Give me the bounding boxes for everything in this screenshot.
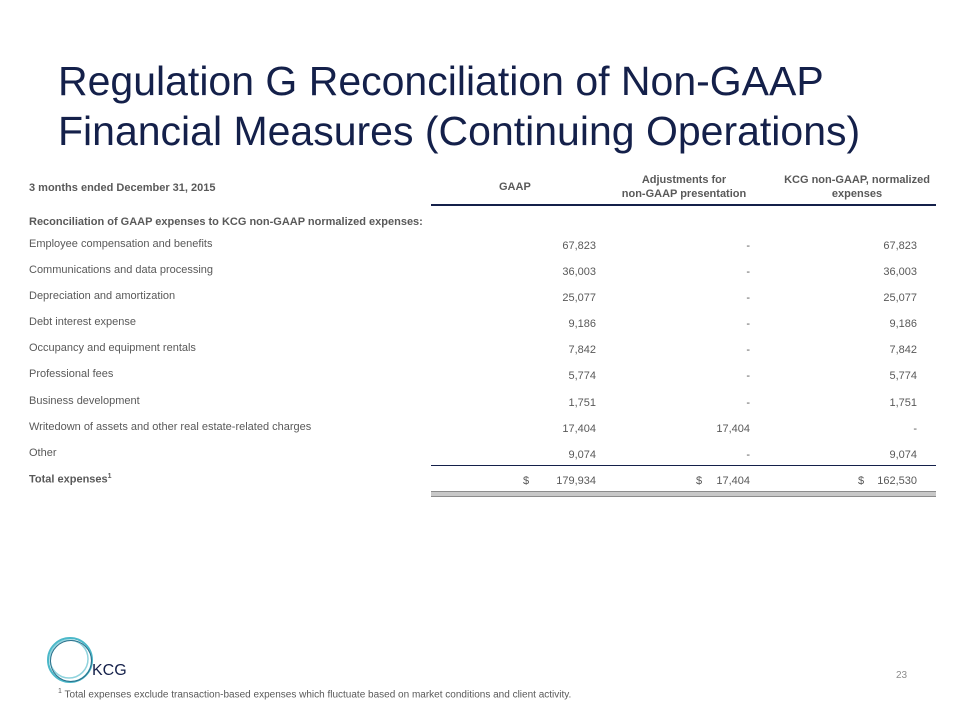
row-gaap-value: 36,003	[562, 266, 596, 279]
kcg-ring-logo-icon	[44, 634, 96, 686]
row-label: Writedown of assets and other real estate-related charges	[29, 420, 312, 433]
logo-text: KCG	[92, 662, 127, 679]
row-adj-value: -	[746, 240, 750, 252]
row-label: Business development	[29, 394, 140, 407]
row-label: Depreciation and amortization	[29, 290, 176, 303]
row-kcg-value: 9,186	[889, 318, 917, 331]
row-adj-value: -	[746, 370, 750, 383]
table-row	[29, 360, 936, 386]
row-label: Employee compensation and benefits	[29, 238, 213, 250]
row-kcg-value: 67,823	[883, 240, 917, 252]
table-row	[29, 282, 936, 308]
slide-title	[58, 56, 938, 156]
table-row	[29, 308, 936, 334]
row-kcg-value: 7,842	[889, 344, 917, 357]
row-kcg-value: 25,077	[883, 292, 917, 305]
row-adj-value: -	[746, 266, 750, 279]
total-gaap-value: 179,934	[556, 474, 596, 487]
row-adj-value: -	[746, 396, 750, 409]
col-header-adjustments	[614, 173, 754, 201]
col-header-adjustments-line2: non-GAAP presentation	[621, 188, 747, 200]
page-number: 23	[896, 670, 908, 681]
footnote-marker: 1	[58, 688, 62, 695]
row-kcg-value: 9,074	[889, 448, 917, 461]
row-gaap-value: 7,842	[568, 344, 596, 357]
total-adj-value: 17,404	[716, 474, 750, 487]
reconciliation-table	[29, 168, 936, 491]
table-row	[29, 387, 936, 413]
row-adj-value: -	[746, 318, 750, 331]
col-header-kcg	[777, 173, 937, 201]
total-kcg-value: 162,530	[877, 474, 917, 487]
row-gaap-value: 9,186	[568, 318, 596, 331]
total-label-footnote-marker: 1	[107, 472, 112, 480]
row-label: Occupancy and equipment rentals	[29, 342, 196, 355]
table-header-row	[29, 168, 936, 204]
row-kcg-value: -	[913, 422, 917, 435]
row-gaap-value: 67,823	[562, 240, 596, 252]
row-gaap-value: 17,404	[562, 422, 596, 435]
row-adj-value: -	[746, 448, 750, 461]
row-gaap-value: 25,077	[562, 292, 596, 305]
total-gaap-currency: $	[523, 474, 530, 487]
row-gaap-value: 1,751	[568, 396, 596, 409]
col-header-kcg-line2: expenses	[831, 188, 883, 200]
total-double-rule	[431, 491, 936, 497]
period-label: 3 months ended December 31, 2015	[29, 182, 216, 194]
row-label: Other	[29, 446, 57, 459]
row-label: Professional fees	[29, 368, 114, 381]
row-gaap-value: 5,774	[568, 370, 596, 383]
total-adj-currency: $	[696, 474, 703, 487]
table-row	[29, 334, 936, 360]
table-body	[29, 230, 936, 465]
title-line-1: Regulation G Reconciliation of Non-GAAP	[58, 58, 824, 104]
table-row	[29, 230, 936, 256]
col-header-gaap: GAAP	[499, 181, 531, 193]
col-header-kcg-line1: KCG non-GAAP, normalized	[784, 174, 930, 186]
row-adj-value: -	[746, 344, 750, 357]
total-kcg-currency: $	[858, 474, 865, 487]
table-row	[29, 439, 936, 465]
total-label	[29, 473, 112, 486]
footnote	[58, 688, 571, 700]
row-kcg-value: 36,003	[883, 266, 917, 279]
total-row	[29, 465, 936, 491]
section-row	[29, 204, 936, 230]
table-row	[29, 413, 936, 439]
row-adj-value: 17,404	[716, 422, 750, 435]
row-label: Debt interest expense	[29, 316, 137, 329]
row-gaap-value: 9,074	[568, 448, 596, 461]
table-row	[29, 256, 936, 282]
col-header-adjustments-line1: Adjustments for	[641, 174, 727, 186]
footnote-text: Total expenses exclude transaction-based expenses which fluctuate based on market conditions and client activity.	[64, 689, 572, 701]
row-kcg-value: 1,751	[889, 396, 917, 409]
row-label: Communications and data processing	[29, 264, 214, 277]
row-kcg-value: 5,774	[889, 370, 917, 383]
total-label-text: Total expenses	[29, 473, 108, 486]
section-label: Reconciliation of GAAP expenses to KCG non-GAAP normalized expenses:	[29, 216, 423, 228]
title-line-2: Financial Measures (Continuing Operations)	[58, 108, 861, 154]
row-adj-value: -	[746, 292, 750, 305]
